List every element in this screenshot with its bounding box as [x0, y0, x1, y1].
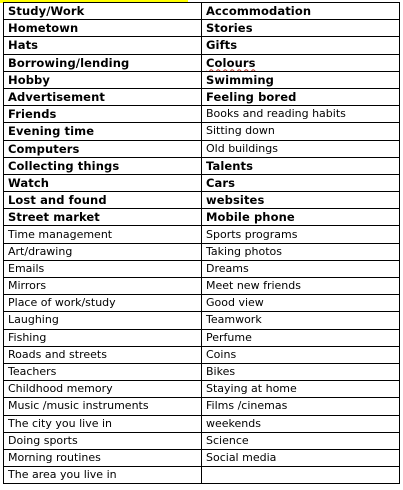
topic-label: Good view: [206, 296, 264, 310]
table-row: [4, 3, 400, 20]
topic-label: Bikes: [206, 365, 236, 379]
table-row: [4, 226, 400, 243]
topic-label: Fishing: [8, 330, 47, 344]
topic-cell-right: [202, 260, 400, 277]
topic-cell-left: [4, 192, 202, 209]
topic-label: Teachers: [8, 365, 57, 379]
topic-label: Childhood memory: [8, 382, 113, 396]
topic-cell-left: [4, 54, 202, 71]
table-row: [4, 449, 400, 466]
topic-label: Laughing: [8, 313, 59, 327]
topic-cell-right: [202, 174, 400, 191]
table-row: [4, 260, 400, 277]
topic-cell-right: [202, 106, 400, 123]
topic-label: weekends: [206, 416, 261, 430]
table-row: [4, 20, 400, 37]
topic-cell-right: [202, 140, 400, 157]
topic-label: Friends: [8, 107, 57, 122]
table-row: [4, 123, 400, 140]
table-row: [4, 106, 400, 123]
topic-label: Coins: [206, 347, 237, 361]
topic-label: Teamwork: [206, 313, 262, 327]
table-row: [4, 346, 400, 363]
topic-label: Music /music instruments: [8, 399, 149, 413]
topic-label: Dreams: [206, 261, 249, 275]
topic-label: Doing sports: [8, 433, 78, 447]
topic-label: websites: [206, 193, 265, 208]
table-row: [4, 243, 400, 260]
topic-cell-left: [4, 20, 202, 37]
topic-cell-right: [202, 398, 400, 415]
topic-label: Mirrors: [8, 279, 47, 293]
table-row: [4, 329, 400, 346]
topic-cell-right: [202, 381, 400, 398]
topic-cell-left: [4, 226, 202, 243]
topic-cell-right: [202, 209, 400, 226]
topic-label: Time management: [8, 227, 113, 241]
topic-label: Evening time: [8, 124, 95, 139]
topic-cell-left: [4, 398, 202, 415]
topic-label: Collecting things: [8, 158, 120, 173]
topic-label: Borrowing/lending: [8, 55, 130, 70]
topic-cell-left: [4, 295, 202, 312]
topic-cell-right: [202, 71, 400, 88]
topic-cell-left: [4, 329, 202, 346]
topic-cell-left: [4, 123, 202, 140]
topic-cell-right: [202, 312, 400, 329]
topic-cell-left: [4, 467, 202, 484]
topic-label: Hats: [8, 38, 39, 53]
topic-label: Books and reading habits: [206, 107, 346, 121]
topic-cell-left: [4, 140, 202, 157]
topic-cell-right: [202, 329, 400, 346]
topic-cell-left: [4, 157, 202, 174]
topic-cell-left: [4, 363, 202, 380]
topic-cell-right: [202, 37, 400, 54]
topic-label: Perfume: [206, 330, 252, 344]
topic-cell-right: [202, 192, 400, 209]
topic-label: Taking photos: [206, 244, 282, 258]
table-row: [4, 415, 400, 432]
topic-label: Feeling bored: [206, 90, 297, 105]
topic-label: Advertisement: [8, 90, 105, 105]
topic-label: Colours: [206, 55, 256, 70]
topic-cell-left: [4, 449, 202, 466]
table-row: [4, 192, 400, 209]
topic-label: Hobby: [8, 72, 50, 87]
topic-label: Accommodation: [206, 4, 312, 19]
table-row: [4, 432, 400, 449]
topic-cell-right: [202, 54, 400, 71]
topic-cell-right: [202, 226, 400, 243]
topic-label: Hometown: [8, 21, 79, 36]
topic-label: Old buildings: [206, 141, 278, 155]
topic-label: Sitting down: [206, 124, 275, 138]
topic-label: Roads and streets: [8, 347, 107, 361]
table-row: [4, 467, 400, 484]
table-row: [4, 209, 400, 226]
table-row: [4, 88, 400, 105]
topic-label: The city you live in: [8, 416, 113, 430]
topic-cell-left: [4, 415, 202, 432]
topic-cell-right: [202, 157, 400, 174]
topic-label: Staying at home: [206, 382, 297, 396]
topics-table: [3, 2, 400, 484]
topic-cell-left: [4, 312, 202, 329]
topic-label: Films /cinemas: [206, 399, 288, 413]
topic-label: The area you live in: [8, 468, 117, 482]
topic-cell-right: [202, 449, 400, 466]
topic-cell-right: [202, 363, 400, 380]
topic-cell-left: [4, 174, 202, 191]
topic-cell-left: [4, 106, 202, 123]
topic-label: Social media: [206, 450, 277, 464]
topic-label: Morning routines: [8, 450, 101, 464]
topic-label: Cars: [206, 175, 236, 190]
topic-cell-left: [4, 88, 202, 105]
topic-label: Stories: [206, 21, 253, 36]
topic-label: Meet new friends: [206, 279, 301, 293]
table-row: [4, 71, 400, 88]
topic-cell-left: [4, 432, 202, 449]
topic-label: Computers: [8, 141, 80, 156]
topic-label: Place of work/study: [8, 296, 116, 310]
topic-label: Study/Work: [8, 4, 85, 19]
topic-cell-left: [4, 243, 202, 260]
topic-cell-right: [202, 346, 400, 363]
topic-label: Talents: [206, 158, 254, 173]
topic-cell-right: [202, 243, 400, 260]
table-row: [4, 174, 400, 191]
table-row: [4, 278, 400, 295]
topic-cell-right: [202, 3, 400, 20]
topic-cell-right: [202, 415, 400, 432]
table-row: [4, 381, 400, 398]
topic-label: Emails: [8, 261, 45, 275]
topic-cell-left: [4, 3, 202, 20]
topic-cell-right: [202, 20, 400, 37]
table-row: [4, 312, 400, 329]
table-row: [4, 140, 400, 157]
table-row: [4, 157, 400, 174]
topic-label: Science: [206, 433, 249, 447]
topic-cell-right: [202, 88, 400, 105]
topic-cell-right: [202, 432, 400, 449]
topic-cell-left: [4, 346, 202, 363]
topic-cell-right: [202, 278, 400, 295]
topic-label: Lost and found: [8, 193, 107, 208]
topic-cell-left: [4, 209, 202, 226]
table-row: [4, 295, 400, 312]
topic-label: Gifts: [206, 38, 238, 53]
topic-cell-left: [4, 260, 202, 277]
table-row: [4, 363, 400, 380]
table-row: [4, 37, 400, 54]
topic-label: Watch: [8, 175, 50, 190]
table-row: [4, 54, 400, 71]
topic-cell-left: [4, 381, 202, 398]
topic-cell-left: [4, 37, 202, 54]
topic-cell-right: [202, 123, 400, 140]
topic-cell-left: [4, 71, 202, 88]
topic-label: Swimming: [206, 72, 274, 87]
topic-label: Art/drawing: [8, 244, 73, 258]
topic-cell-right: [202, 295, 400, 312]
topic-cell-right: [202, 467, 400, 484]
topic-label: Mobile phone: [206, 210, 295, 225]
topic-cell-left: [4, 278, 202, 295]
topic-label: Sports programs: [206, 227, 298, 241]
table-row: [4, 398, 400, 415]
topic-label: Street market: [8, 210, 100, 225]
topics-table-body: [4, 3, 400, 484]
